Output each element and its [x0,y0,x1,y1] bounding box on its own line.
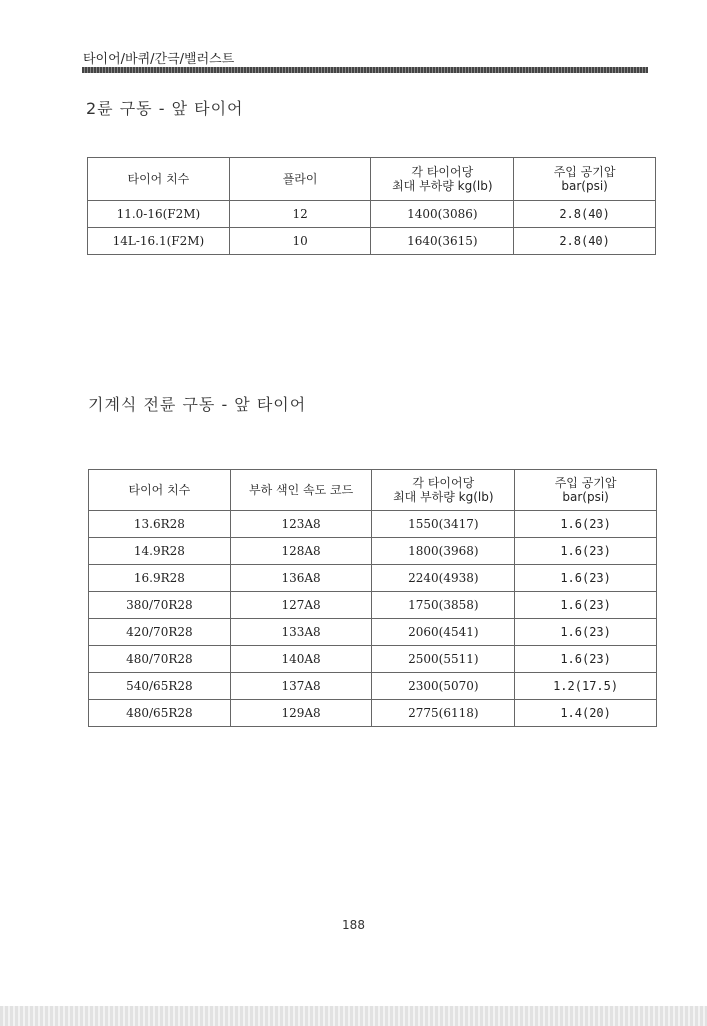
front-tire-table-mfwd [88,469,657,727]
max-load-cell: 1800(3968) [372,538,515,565]
load-index-cell: 123A8 [230,511,372,538]
tire-size-cell: 14L-16.1(F2M) [88,228,230,255]
section-title-2wd: 2륜 구동 - 앞 타이어 [86,99,244,118]
load-index-cell: 129A8 [230,700,372,727]
pressure-cell: 1.2(17.5) [515,673,657,700]
max-load-cell: 1400(3086) [371,201,514,228]
table-row [89,538,657,565]
tire-size-cell: 480/65R28 [89,700,231,727]
max-load-cell: 2240(4938) [372,565,515,592]
pressure-cell: 1.6(23) [515,619,657,646]
tire-size-cell: 13.6R28 [89,511,231,538]
ply-cell: 10 [229,228,371,255]
column-header: 타이어 치수 [88,158,230,201]
max-load-cell: 2300(5070) [372,673,515,700]
tire-size-cell: 16.9R28 [89,565,231,592]
table-row [89,619,657,646]
table-row [89,673,657,700]
ply-cell: 12 [229,201,371,228]
max-load-cell: 2775(6118) [372,700,515,727]
column-header: 각 타이어당 최대 부하량 kg(lb) [372,470,515,511]
table-row [89,511,657,538]
max-load-cell: 2500(5511) [372,646,515,673]
front-tire-table-2wd [87,157,656,255]
header-rule [82,67,648,73]
load-index-cell: 136A8 [230,565,372,592]
load-index-cell: 128A8 [230,538,372,565]
table-row [89,592,657,619]
load-index-cell: 127A8 [230,592,372,619]
tire-size-cell: 540/65R28 [89,673,231,700]
column-header: 주입 공기압 bar(psi) [515,470,657,511]
tire-size-cell: 380/70R28 [89,592,231,619]
table-row [89,646,657,673]
tire-size-cell: 14.9R28 [89,538,231,565]
load-index-cell: 140A8 [230,646,372,673]
pressure-cell: 2.8(40) [514,201,656,228]
load-index-cell: 133A8 [230,619,372,646]
page-header-title: 타이어/바퀴/간극/밸러스트 [83,52,235,67]
page-number: 188 [342,918,365,932]
column-header: 플라이 [229,158,371,201]
table-header-row [89,470,657,511]
column-header: 타이어 치수 [89,470,231,511]
max-load-cell: 2060(4541) [372,619,515,646]
column-header: 각 타이어당 최대 부하량 kg(lb) [371,158,514,201]
scan-edge-artifact [0,1006,707,1026]
pressure-cell: 1.6(23) [515,565,657,592]
pressure-cell: 1.6(23) [515,592,657,619]
max-load-cell: 1550(3417) [372,511,515,538]
pressure-cell: 1.6(23) [515,538,657,565]
pressure-cell: 1.6(23) [515,511,657,538]
tire-size-cell: 480/70R28 [89,646,231,673]
load-index-cell: 137A8 [230,673,372,700]
section-title-mfwd: 기계식 전륜 구동 - 앞 타이어 [88,395,307,414]
tire-size-cell: 11.0-16(F2M) [88,201,230,228]
table-row [88,201,656,228]
max-load-cell: 1640(3615) [371,228,514,255]
table-header-row [88,158,656,201]
table-row [88,228,656,255]
pressure-cell: 2.8(40) [514,228,656,255]
table-row [89,700,657,727]
max-load-cell: 1750(3858) [372,592,515,619]
column-header: 주입 공기압 bar(psi) [514,158,656,201]
tire-size-cell: 420/70R28 [89,619,231,646]
column-header: 부하 색인 속도 코드 [230,470,372,511]
pressure-cell: 1.6(23) [515,646,657,673]
table-row [89,565,657,592]
pressure-cell: 1.4(20) [515,700,657,727]
